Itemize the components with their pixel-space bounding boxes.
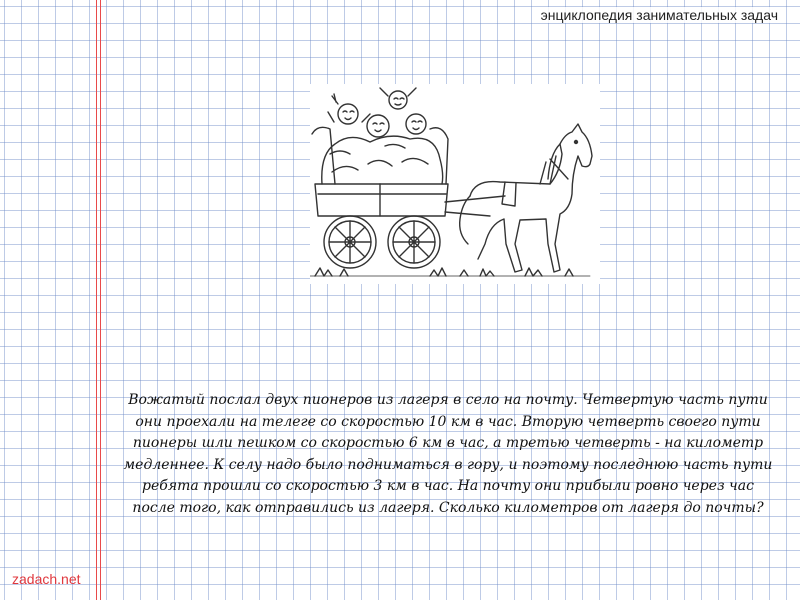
- header-title: энциклопедия занимательных задач: [540, 7, 778, 23]
- wheel-rear: [388, 216, 440, 268]
- site-link[interactable]: zadach.net: [12, 571, 81, 587]
- margin-line: [100, 0, 101, 600]
- children: [328, 88, 426, 137]
- cart-illustration: [310, 84, 600, 284]
- problem-text: Вожатый послал двух пионеров из лагеря в село на почту. Четвертую часть пути они проехали на телеге со скоростью 10 км в час. Вторую четверть своего пути пионеры шли пешком со скоростью 6 км в час, а третью четверть - на километр медленнее. К селу надо было подниматься в гору, и поэтому последнюю часть пути ребята прошли со скоростью 3 км в час. На почту они прибыли ровно через час после того, как отправились из лагеря. Сколько километров от лагеря до почты?: [123, 392, 773, 516]
- grass: [315, 268, 573, 276]
- wheel-front: [324, 216, 376, 268]
- margin-line: [96, 0, 97, 600]
- cart-body: [312, 127, 448, 216]
